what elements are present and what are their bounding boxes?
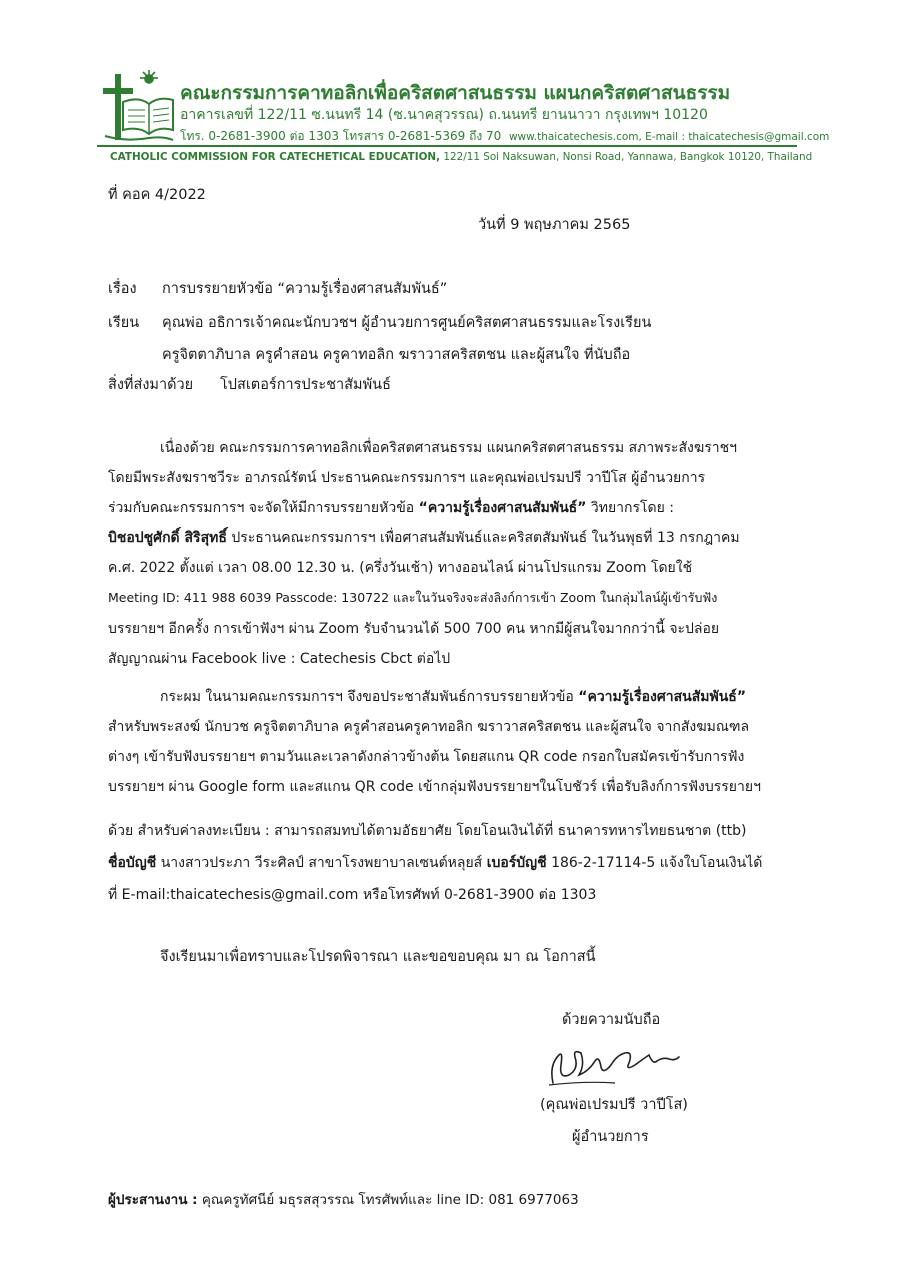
para1-line-3 — [108, 497, 674, 519]
speaker-label: วิทยากรโดย : — [590, 500, 675, 516]
account-number-label: เบอร์บัญชี — [486, 855, 547, 871]
topic-title-2: “ความรู้เรื่องศาสนสัมพันธ์” — [578, 689, 747, 705]
para1-line-8: สัญญาณผ่าน Facebook live : Catechesis Cbct ต่อไป — [108, 651, 451, 667]
para1-line-3-text: ร่วมกับคณะกรรมการฯ จะจัดให้มีการบรรยายหัวข้อ — [108, 500, 415, 516]
closing-regards: ด้วยความนับถือ — [562, 1012, 661, 1028]
org-address-english: 122/11 Soi Naksuwan, Nonsi Road, Yannawa, Bangkok 10120, Thailand — [443, 151, 813, 163]
enclosure-label: สิ่งที่ส่งมาด้วย — [108, 377, 194, 393]
signer-name: (คุณพ่อเปรมปรี วาปีโส) — [540, 1097, 688, 1113]
phone-fax: โทร. 0-2681-3900 ต่อ 1303 โทรสาร 0-2681-5369 ถึง 70 — [180, 129, 502, 143]
enclosure: โปสเตอร์การประชาสัมพันธ์ — [220, 377, 391, 393]
para2-line-7: ที่ E-mail:thaicatechesis@gmail.com หรือโทรศัพท์ 0-2681-3900 ต่อ 1303 — [108, 887, 597, 903]
para2-line-5: ด้วย สำหรับค่าลงทะเบียน : สามารถสมทบได้ตามอัธยาศัย โดยโอนเงินได้ที่ ธนาคารทหารไทยธนชาต (ttb) — [108, 823, 747, 839]
topic-title: “ความรู้เรื่องศาสนสัมพันธ์” — [418, 500, 587, 516]
account-number: 186-2-17114-5 แจ้งใบโอนเงินได้ — [551, 855, 763, 871]
speaker-details: ประธานคณะกรรมการฯ เพื่อศาสนสัมพันธ์และคริสตสัมพันธ์ ในวันพุธที่ 13 กรกฎาคม — [231, 530, 740, 546]
subject: การบรรยายหัวข้อ “ความรู้เรื่องศาสนสัมพันธ์” — [162, 281, 448, 297]
account-name-label: ชื่อบัญชี — [108, 855, 157, 871]
para2-line-4: บรรยายฯ ผ่าน Google form และสแกน QR code เข้ากลุ่มฟังบรรยายฯในโบชัวร์ เพื่อรับลิงก์การฟังบรรยายฯ — [108, 779, 761, 795]
coordinator-label: ผู้ประสานงาน : — [108, 1192, 198, 1208]
para1-line-4 — [108, 527, 740, 549]
para1-line-2: โดยมีพระสังฆราชวีระ อาภรณ์รัตน์ ประธานคณะกรรมการฯ และคุณพ่อเปรมปรี วาปีโส ผู้อำนวยการ — [108, 470, 706, 486]
para2-line-1-text: กระผม ในนามคณะกรรมการฯ จึงขอประชาสัมพันธ์การบรรยายหัวข้อ — [160, 689, 574, 705]
closing-request: จึงเรียนมาเพื่อทราบและโปรดพิจารณา และขอขอบคุณ มา ณ โอกาสนี้ — [160, 949, 596, 965]
header-divider — [97, 145, 797, 147]
website-email: www.thaicatechesis.com, E-mail : thaicatechesis@gmail.com — [508, 131, 830, 143]
coordinator-line — [108, 1188, 579, 1210]
para2-line-1 — [160, 686, 746, 708]
reference-number: ที่ คอค 4/2022 — [108, 187, 206, 203]
recipient-line-2: ครูจิตตาภิบาล ครูคำสอน ครูคาทอลิก ฆราวาสคริสตชน และผู้สนใจ ที่นับถือ — [162, 347, 631, 363]
signer-position: ผู้อำนวยการ — [572, 1129, 649, 1145]
para2-line-3: ต่างๆ เข้ารับฟังบรรยายฯ ตามวันและเวลาดังกล่าวข้างต้น โดยสแกน QR code กรอกใบสมัครเข้ารับการฟัง — [108, 749, 745, 765]
recipient-line-1: คุณพ่อ อธิการเจ้าคณะนักบวชฯ ผู้อำนวยการศูนย์คริสตศาสนธรรมและโรงเรียน — [162, 315, 652, 331]
org-contact — [180, 127, 829, 146]
para1-line-6: Meeting ID: 411 988 6039 Passcode: 130722 และในวันจริงจะส่งลิงก์การเข้า Zoom ในกลุ่มไลน์ผู้เข้ารับฟัง — [108, 590, 718, 605]
account-name: นางสาวประภา วีระศิลป์ สาขาโรงพยาบาลเซนต์หลุยส์ — [160, 855, 483, 871]
speaker-name: บิชอปชูศักดิ์ สิริสุทธิ์ — [108, 530, 227, 546]
para1-line-7: บรรยายฯ อีกครั้ง การเข้าฟังฯ ผ่าน Zoom รับจำนวนได้ 500 700 คน หากมีผู้สนใจมากกว่านี้ จะปล่อย — [108, 621, 720, 637]
org-name-english: CATHOLIC COMMISSION FOR CATECHETICAL EDUCATION, — [110, 151, 441, 163]
para2-line-6 — [108, 852, 762, 874]
org-address-thai: อาคารเลขที่ 122/11 ซ.นนทรี 14 (ซ.นาคสุวรรณ) ถ.นนทรี ยานนาวา กรุงเทพฯ 10120 — [180, 107, 708, 123]
coordinator-info: คุณครูทัศนีย์ มธุรสสุวรรณ โทรศัพท์และ line ID: 081 6977063 — [201, 1192, 579, 1208]
org-name-thai: คณะกรรมการคาทอลิกเพื่อคริสตศาสนธรรม แผนกคริสตศาสนธรรม — [180, 82, 731, 104]
cross-book-sun-logo-icon — [97, 68, 175, 146]
para1-line-1: เนื่องด้วย คณะกรรมการคาทอลิกเพื่อคริสตศาสนธรรม แผนกคริสตศาสนธรรม สภาพระสังฆราชฯ — [160, 440, 738, 456]
recipient-label: เรียน — [108, 315, 140, 331]
para1-line-5: ค.ศ. 2022 ตั้งแต่ เวลา 08.00 12.30 น. (ครึ่งวันเช้า) ทางออนไลน์ ผ่านโปรแกรม Zoom โดยใช้ — [108, 560, 693, 576]
signature — [545, 1035, 685, 1090]
letter-date: วันที่ 9 พฤษภาคม 2565 — [478, 217, 631, 233]
subject-label: เรื่อง — [108, 281, 137, 297]
para2-line-2: สำหรับพระสงฆ์ นักบวช ครูจิตตาภิบาล ครูคำสอนครูคาทอลิก ฆราวาสคริสตชน และผู้สนใจ จากสังฆมณฑล — [108, 719, 750, 735]
org-english-line — [110, 151, 812, 163]
